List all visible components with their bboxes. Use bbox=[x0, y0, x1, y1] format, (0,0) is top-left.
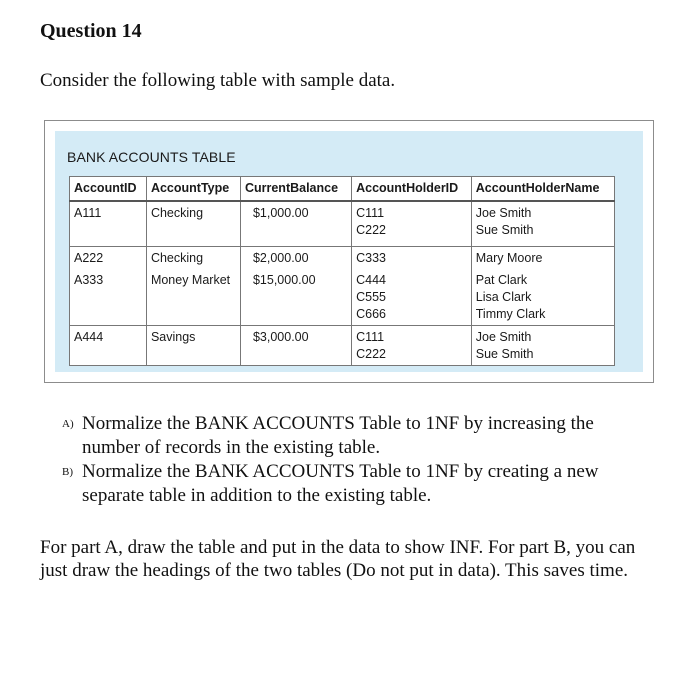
cell-holder-name bbox=[471, 326, 614, 366]
table-row bbox=[70, 326, 615, 366]
table-header-row bbox=[70, 177, 615, 202]
cell-account-type: Checking bbox=[146, 247, 240, 270]
table-row bbox=[70, 201, 615, 241]
cell-holder-name: Mary Moore bbox=[471, 247, 614, 270]
cell-account-type: Savings bbox=[146, 326, 240, 366]
holder-id: C222 bbox=[356, 347, 386, 361]
part-b-text: Normalize the BANK ACCOUNTS Table to 1NF by creating a new bbox=[82, 461, 599, 482]
holder-id: C111 bbox=[356, 206, 385, 220]
cell-account-type: Checking bbox=[146, 201, 240, 241]
cell-account-id: A111 bbox=[70, 201, 147, 241]
header-current-balance: CurrentBalance bbox=[240, 177, 351, 202]
holder-id: C555 bbox=[356, 290, 386, 304]
cell-current-balance: $2,000.00 bbox=[240, 247, 351, 270]
holder-id: C222 bbox=[356, 223, 386, 237]
header-account-holder-id: AccountHolderID bbox=[352, 177, 472, 202]
holder-name: Lisa Clark bbox=[475, 290, 532, 304]
holder-name: Sue Smith bbox=[475, 347, 534, 361]
question-title: Question 14 bbox=[40, 20, 142, 42]
part-a-marker: A) bbox=[62, 418, 74, 430]
table-row bbox=[70, 247, 615, 270]
table-figure bbox=[44, 120, 654, 383]
part-a-text-continued: number of records in the existing table. bbox=[82, 437, 381, 458]
part-b bbox=[62, 460, 662, 508]
header-account-holder-name: AccountHolderName bbox=[471, 177, 614, 202]
cell-account-type: Money Market bbox=[146, 269, 240, 326]
holder-name: Joe Smith bbox=[475, 330, 532, 344]
cell-account-id: A444 bbox=[70, 326, 147, 366]
part-a bbox=[62, 412, 662, 460]
table-row bbox=[70, 269, 615, 326]
holder-id: C111 bbox=[356, 330, 385, 344]
cell-current-balance: $3,000.00 bbox=[240, 326, 351, 366]
cell-holder-id bbox=[352, 269, 472, 326]
cell-account-id: A222 bbox=[70, 247, 147, 270]
cell-current-balance: $15,000.00 bbox=[240, 269, 351, 326]
cell-current-balance: $1,000.00 bbox=[240, 201, 351, 241]
bank-accounts-table bbox=[69, 176, 615, 366]
holder-name: Pat Clark bbox=[475, 273, 528, 287]
holder-id: C666 bbox=[356, 307, 386, 321]
holder-name: Sue Smith bbox=[475, 223, 534, 237]
cell-holder-id: C333 bbox=[352, 247, 472, 270]
cell-holder-name bbox=[471, 201, 614, 241]
question-parts bbox=[62, 412, 662, 508]
holder-name: Timmy Clark bbox=[475, 307, 546, 321]
instructions-text: For part A, draw the table and put in the data to show INF. For part B, you can just draw the headings of the two tables (Do not put in data). This saves time. bbox=[40, 537, 636, 581]
header-account-type: AccountType bbox=[146, 177, 240, 202]
question-intro: Consider the following table with sample data. bbox=[40, 70, 396, 91]
cell-account-id: A333 bbox=[70, 269, 147, 326]
table-caption: BANK ACCOUNTS TABLE bbox=[67, 149, 236, 165]
holder-name: Joe Smith bbox=[475, 206, 532, 220]
header-account-id: AccountID bbox=[70, 177, 147, 202]
part-b-marker: B) bbox=[62, 466, 73, 478]
holder-id: C444 bbox=[356, 273, 386, 287]
part-a-text: Normalize the BANK ACCOUNTS Table to 1NF by increasing the bbox=[82, 413, 594, 434]
cell-holder-id bbox=[352, 201, 472, 241]
cell-holder-id bbox=[352, 326, 472, 366]
cell-holder-name bbox=[471, 269, 614, 326]
part-b-text-continued: separate table in addition to the existing table. bbox=[82, 485, 432, 506]
